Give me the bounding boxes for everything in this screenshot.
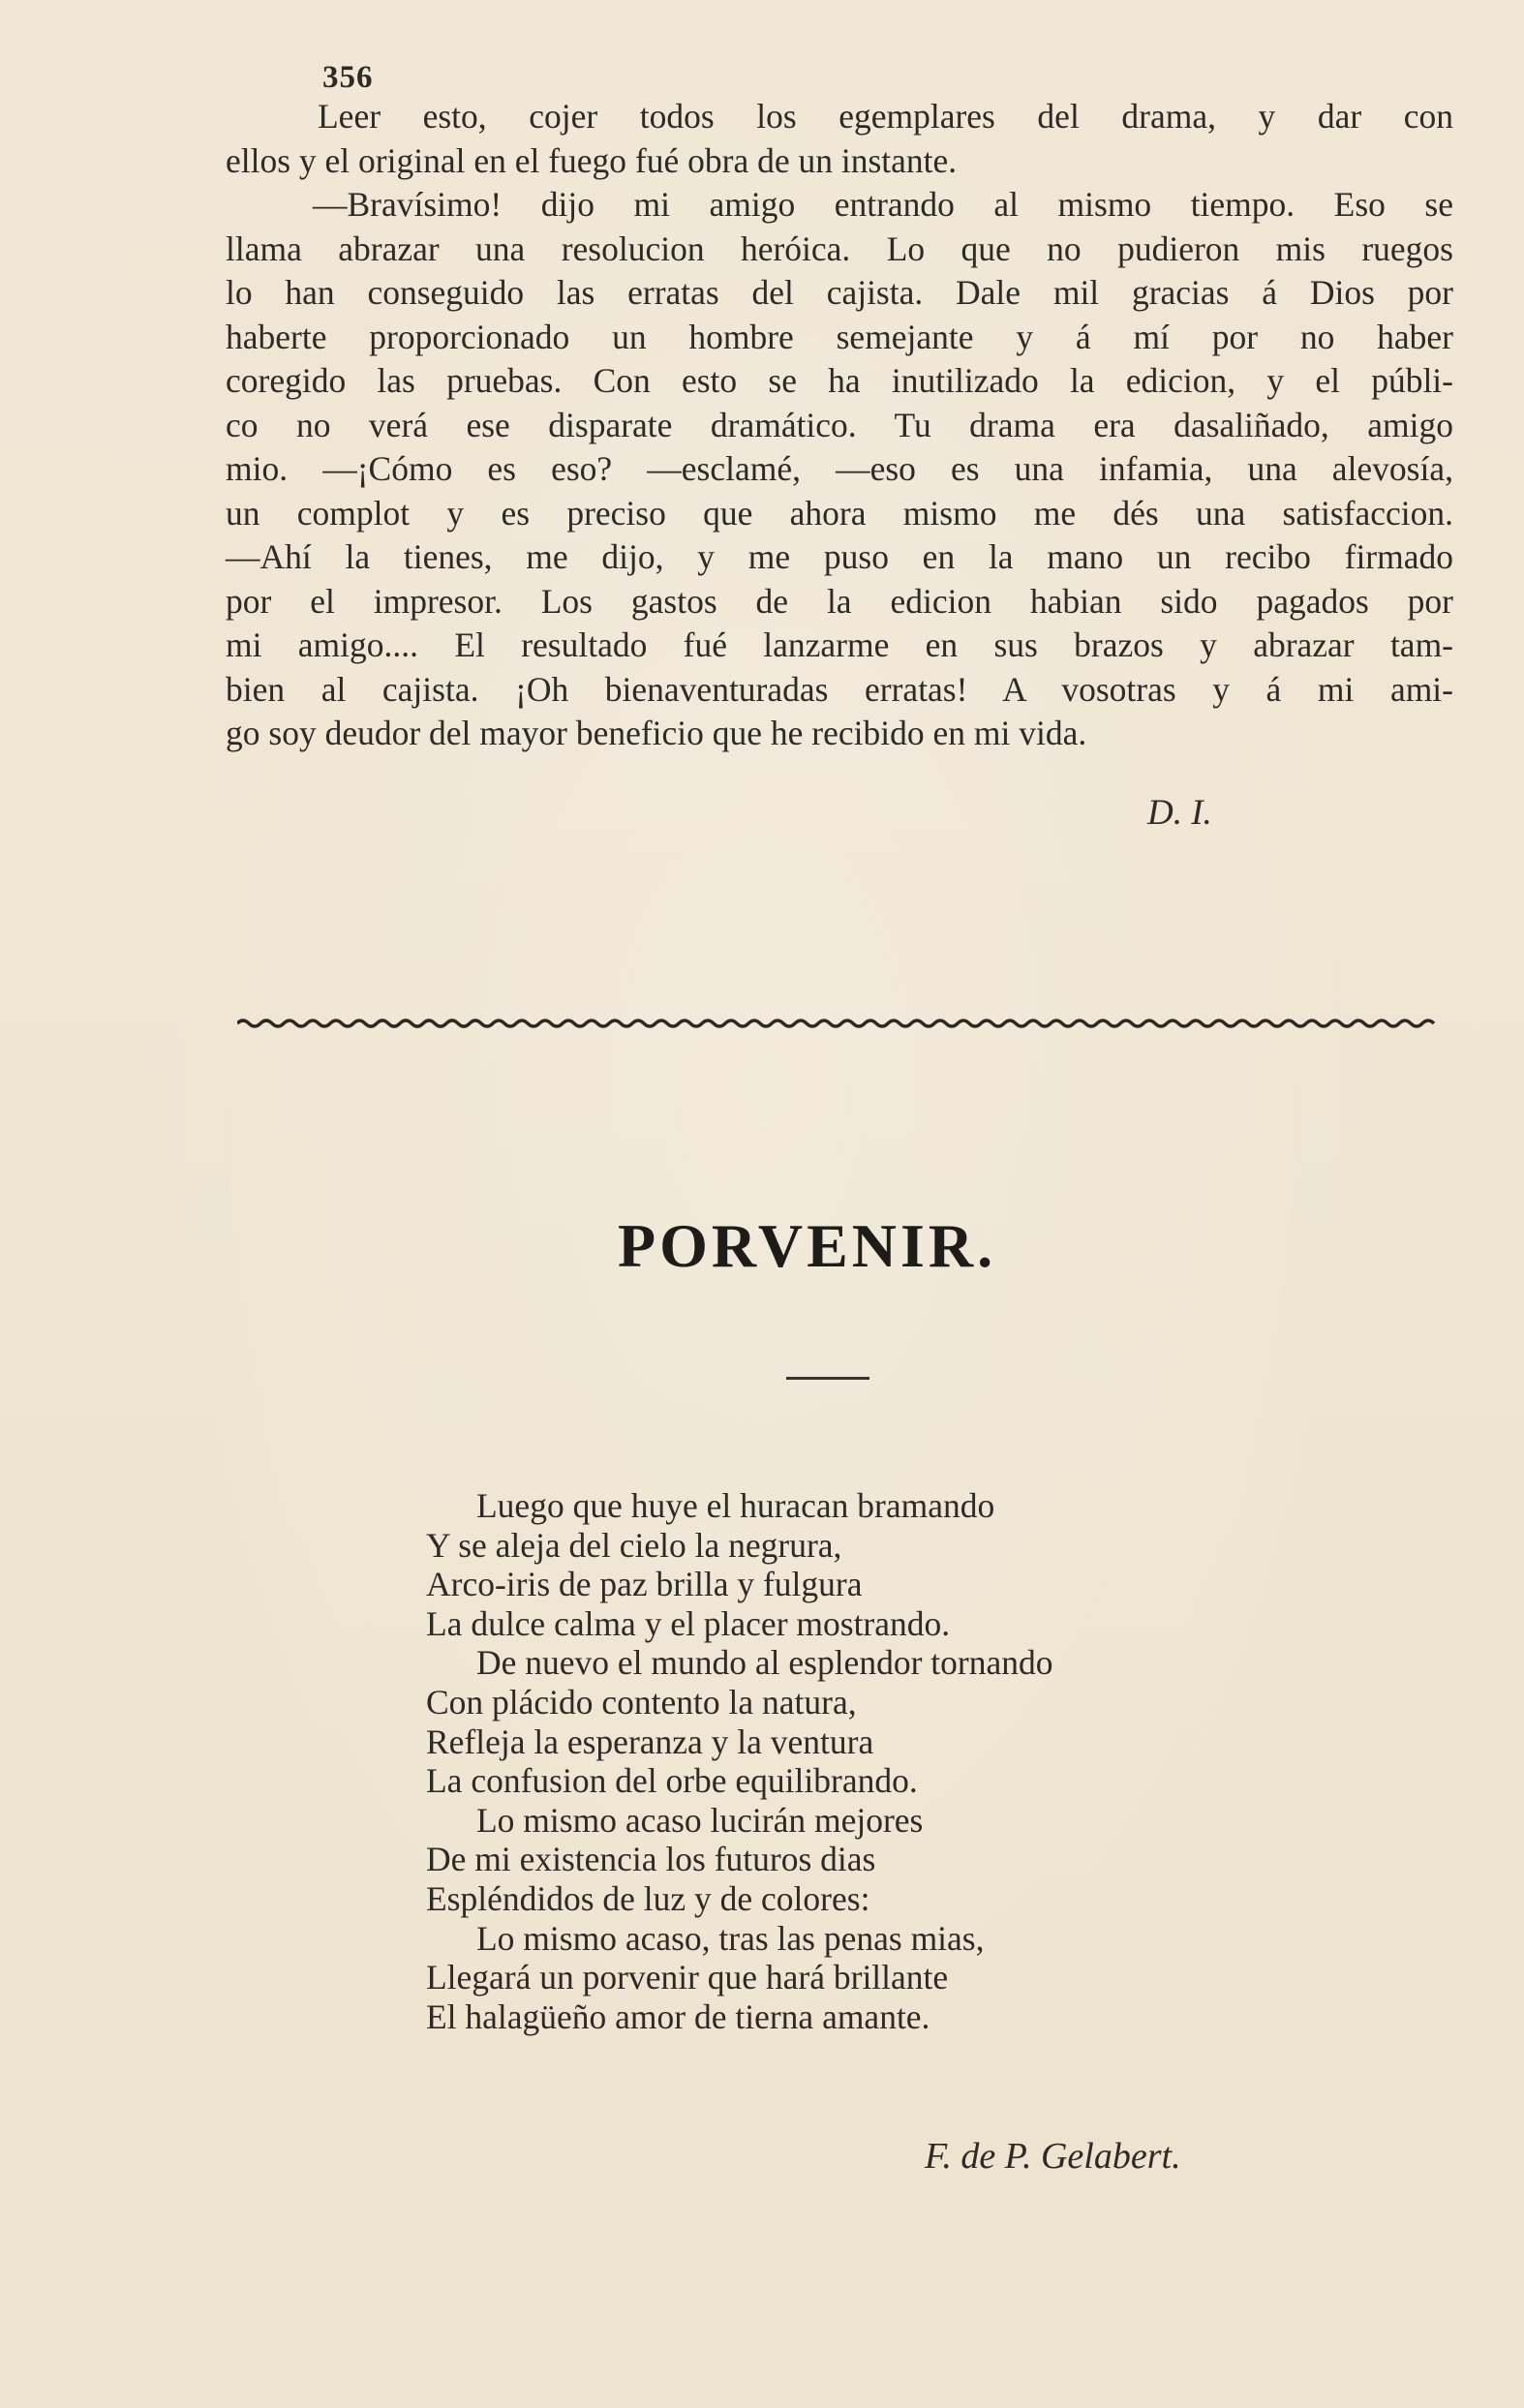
prose-line: lo han conseguido las erratas del cajista. Dale mil gracias á Dios por bbox=[226, 273, 1453, 312]
page-number: 356 bbox=[322, 60, 374, 95]
poem-verse: La dulce calma y el placer mostrando. bbox=[426, 1603, 951, 1643]
prose-line: mio. —¡Cómo es eso? —esclamé, —eso es una infamia, una alevosía, bbox=[226, 449, 1453, 488]
prose-line: —Ahí la tienes, me dijo, y me puso en la mano un recibo firmado bbox=[226, 537, 1453, 576]
prose-line: Leer esto, cojer todos los egemplares del drama, y dar con bbox=[318, 97, 1453, 136]
prose-line: bien al cajista. ¡Oh bienaventuradas erratas! A vosotras y á mi ami- bbox=[226, 669, 1453, 709]
poem-author-signature: F. de P. Gelabert. bbox=[925, 2136, 1181, 2177]
poem-verse: De nuevo el mundo al esplendor tornando bbox=[476, 1643, 1053, 1683]
poem-verse: Lo mismo acaso, tras las penas mias, bbox=[476, 1918, 985, 1958]
poem-verse: Llegará un porvenir que hará brillante bbox=[426, 1958, 949, 1997]
prose-line: —Bravísimo! dijo mi amigo entrando al mismo tiempo. Eso se bbox=[313, 185, 1453, 224]
prose-line: haberte proporcionado un hombre semejante y á mí por no haber bbox=[226, 317, 1453, 356]
prose-line: ellos y el original en el fuego fué obra de un instante. bbox=[226, 140, 958, 180]
prose-line: coregido las pruebas. Con esto se ha inutilizado la edicion, y el públi- bbox=[226, 361, 1453, 400]
poem-verse: Y se aleja del cielo la negrura, bbox=[426, 1525, 842, 1565]
poem-verse: La confusion del orbe equilibrando. bbox=[426, 1761, 918, 1801]
prose-line: llama abrazar una resolucion heróica. Lo que no pudieron mis ruegos bbox=[226, 229, 1453, 268]
author-initials: D. I. bbox=[1147, 793, 1212, 833]
poem-verse: Espléndidos de luz y de colores: bbox=[426, 1878, 870, 1918]
poem-block bbox=[426, 1486, 1052, 2036]
wavy-divider-ornament bbox=[237, 1017, 1438, 1030]
poem-verse: Lo mismo acaso lucirán mejores bbox=[476, 1800, 924, 1840]
poem-verse: Con plácido contento la natura, bbox=[426, 1682, 857, 1722]
poem-verse: Refleja la esperanza y la ventura bbox=[426, 1722, 874, 1761]
poem-title: PORVENIR. bbox=[618, 1211, 997, 1280]
poem-verse: Arco-iris de paz brilla y fulgura bbox=[426, 1565, 863, 1604]
poem-verse: Luego que huye el huracan bramando bbox=[476, 1486, 995, 1525]
poem-verse: El halagüeño amor de tierna amante. bbox=[426, 1997, 930, 2036]
prose-line: un complot y es preciso que ahora mismo me dés una satisfaccion. bbox=[226, 493, 1453, 533]
poem-verse: De mi existencia los futuros dias bbox=[426, 1840, 876, 1879]
prose-line: por el impresor. Los gastos de la edicion habian sido pagados por bbox=[226, 581, 1453, 621]
prose-line: go soy deudor del mayor beneficio que he recibido en mi vida. bbox=[226, 714, 1087, 752]
prose-line: mi amigo.... El resultado fué lanzarme en sus brazos y abrazar tam- bbox=[226, 625, 1453, 664]
title-rule bbox=[786, 1377, 869, 1380]
prose-line: co no verá ese disparate dramático. Tu drama era dasaliñado, amigo bbox=[226, 405, 1453, 444]
prose-block bbox=[226, 95, 1453, 756]
